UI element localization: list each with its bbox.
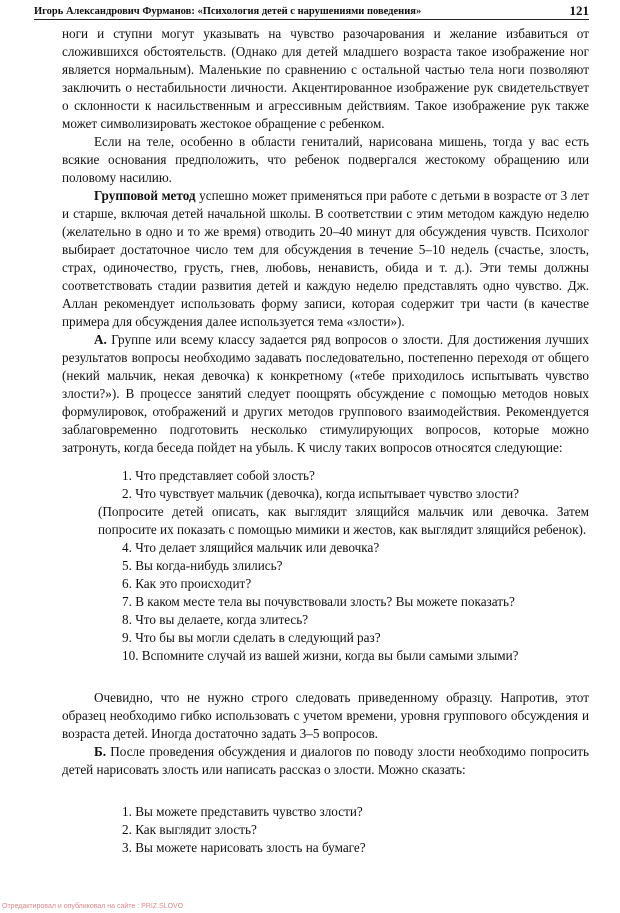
- section-b-text: После проведения обсуждения и диалогов по поводу злости необходимо попросить детей нарисовать злость или написать рассказ о злости. Можно сказать:: [62, 744, 589, 777]
- running-title: Игорь Александрович Фурманов: «Психология детей с нарушениями поведения»: [34, 6, 422, 17]
- list-item: 9. Что бы вы могли сделать в следующий раз?: [122, 630, 381, 645]
- group-method-term: Групповой метод: [94, 188, 196, 203]
- paragraph-group-method: [62, 187, 589, 331]
- list-item: 10. Вспомните случай из вашей жизни, когда вы были самыми злыми?: [122, 648, 519, 663]
- paragraph-flexibility: Очевидно, что не нужно строго следовать приведенному образцу. Напротив, этот образец необходимо гибко использовать с учетом времени, уровня группового обсуждения и возраста детей. Иногда достаточно задать 3–5 вопросов.: [62, 690, 589, 741]
- list-item: 6. Как это происходит?: [122, 576, 252, 591]
- list-item: 1. Что представляет собой злость?: [122, 468, 315, 483]
- list-item: 1. Вы можете представить чувство злости?: [122, 804, 363, 819]
- page-number: 121: [569, 3, 589, 18]
- section-b-label: Б.: [94, 744, 107, 759]
- group-method-text: успешно может применяться при работе с детьми в возрасте от 3 лет и старше, включая детей начальной школы. В соответствии с этим методом каждую неделю (желательно в одно и то же время) отводить 20–40 минут для обсуждения чувств. Психолог выбирает достаточное число тем для обсуждения в течение 5–10 недель (счастье, злость, страх, одиночество, грусть, гнев, любовь, ненависть, обида и т. д.). Эти темы должны соответствовать стадии развития детей и каждую неделю представлять одно чувство. Дж. Аллан рекомендует использовать форму записи, которая содержит три части (в качестве примера для обсуждения далее используется тема «злости»).: [62, 188, 589, 329]
- paragraph-b: [62, 743, 589, 779]
- footer-watermark: Отредактировал и опубликовал на сайте : PRIZ.SLOVO: [2, 903, 184, 910]
- list-item: 8. Что вы делаете, когда злитесь?: [122, 612, 309, 627]
- list-item: 2. Что чувствует мальчик (девочка), когда испытывает чувство злости?: [122, 486, 520, 501]
- list-item: 4. Что делает злящийся мальчик или девочка?: [122, 540, 380, 555]
- list-note: (Попросите детей описать, как выглядит злящийся мальчик или девочка. Затем попросите их показать с помощью мимики и жестов, как выглядит злящийся ребенок).: [98, 504, 589, 537]
- question-list-b: [122, 803, 589, 857]
- header-rule: [34, 19, 589, 20]
- paragraph-legs: ноги и ступни могут указывать на чувство разочарования и желание избавиться от сложившихся обстоятельств. (Однако для детей младшего возраста такое изображение ног является нормальным). Маленькие по сравнению с остальной частью тела ноги позволяют заключить о нестабильности личности. Акцентированное изображение рук свидетельствует о склонности к насильственным и агрессивным действиям. Такое изображение рук также может символизировать жестокое обращение с ребенком.: [62, 26, 589, 131]
- paragraph-a: [62, 331, 589, 457]
- list-item: 7. В каком месте тела вы почувствовали злость? Вы можете показать?: [122, 594, 515, 609]
- paragraph-target: Если на теле, особенно в области гениталий, нарисована мишень, тогда у вас есть всякие основания предположить, что ребенок подвергался жестокому обращению или половому насилию.: [62, 134, 589, 185]
- list-item: 5. Вы когда-нибудь злились?: [122, 558, 283, 573]
- section-a-label: А.: [94, 332, 107, 347]
- list-item: 2. Как выглядит злость?: [122, 822, 257, 837]
- section-a-text: Группе или всему классу задается ряд вопросов о злости. Для достижения лучших результатов вопросы необходимо задавать последовательно, постепенно переходя от общего (некий мальчик, некая девочка) к конкретному («тебе приходилось испытывать чувство злости?»). В процессе занятий следует поощрять обсуждение с помощью методов новых формулировок, отображений и других методов группового взаимодействия. Рекомендуется заблаговременно подготовить несколько стимулирующих вопросов, которые можно затронуть, когда беседа пойдет на убыль. К числу таких вопросов относятся следующие:: [62, 332, 589, 455]
- question-list-a: [98, 467, 589, 665]
- page-body: [62, 25, 589, 857]
- list-item: 3. Вы можете нарисовать злость на бумаге?: [122, 840, 366, 855]
